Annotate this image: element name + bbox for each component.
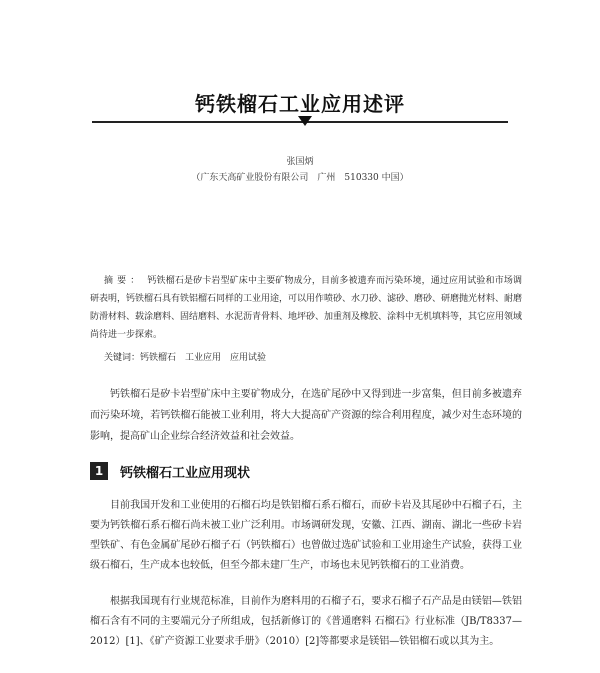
- author-affiliation: （广东天高矿业股份有限公司 广州 510330 中国）: [191, 173, 409, 183]
- triangle-marker-icon: [298, 116, 312, 126]
- section-number: 1: [90, 462, 108, 480]
- author-name: 张国炳: [286, 157, 314, 167]
- body-paragraph-1: 目前我国开发和工业使用的石榴石均是铁铝榴石系石榴石，而矽卡岩及其尾砂中石榴子石，主要为钙铁榴石系石榴石尚未被工业广泛利用。市场调研发现，安徽、江西、湖南、湖北一些矽卡岩型铁矿、有色金属矿尾砂石榴子石（钙铁榴石）也曾做过选矿试验和工业用途生产试验，获得工业级石榴石，生产成本也较低，但至今都未建厂生产，市场也未见钙铁榴石的工业消费。: [90, 500, 522, 571]
- abstract-text: 钙铁榴石是矽卡岩型矿床中主要矿物成分，目前多被遗弃而污染环境，通过应用试验和市场调研表明，钙铁榴石具有铁铝榴石同样的工业用途，可以用作喷砂、水刀砂、滤砂、磨砂、研磨抛光材料、耐磨防滑材料、载涂磨料、固结磨料、水泥沥青骨料、地坪砂、加重剂及橡胶、涂料中无机填料等，其它应用领域尚待进一步探索。: [90, 276, 523, 340]
- article-title: 钙铁榴石工业应用述评: [195, 92, 405, 116]
- intro-paragraph: 钙铁榴石是矽卡岩型矿床中主要矿物成分，在选矿尾砂中又得到进一步富集，但目前多被遗弃而污染环境，若钙铁榴石能被工业利用，将大大提高矿产资源的综合利用程度，减少对生态环境的影响，提高矿山企业综合经济效益和社会效益。: [90, 389, 522, 442]
- section-title: 钙铁榴石工业应用现状: [120, 465, 251, 481]
- section-heading: [90, 462, 250, 480]
- keywords: 关键词：钙铁榴石 工业应用 应用试验: [104, 353, 267, 363]
- abstract-label: 摘要：: [104, 276, 144, 286]
- abstract: [90, 272, 522, 344]
- body-paragraph-2: 根据我国现有行业规范标准，目前作为磨料用的石榴子石，要求石榴子石产品是由镁铝—铁铝榴石含有不同的主要端元分子所组成，包括新修订的《普通磨料 石榴石》行业标准（JB/T8337—2012）[1]、《矿产资源工业要求手册》（2010）[2]等都要求是镁铝—铁铝榴石或以其为主。: [90, 596, 522, 647]
